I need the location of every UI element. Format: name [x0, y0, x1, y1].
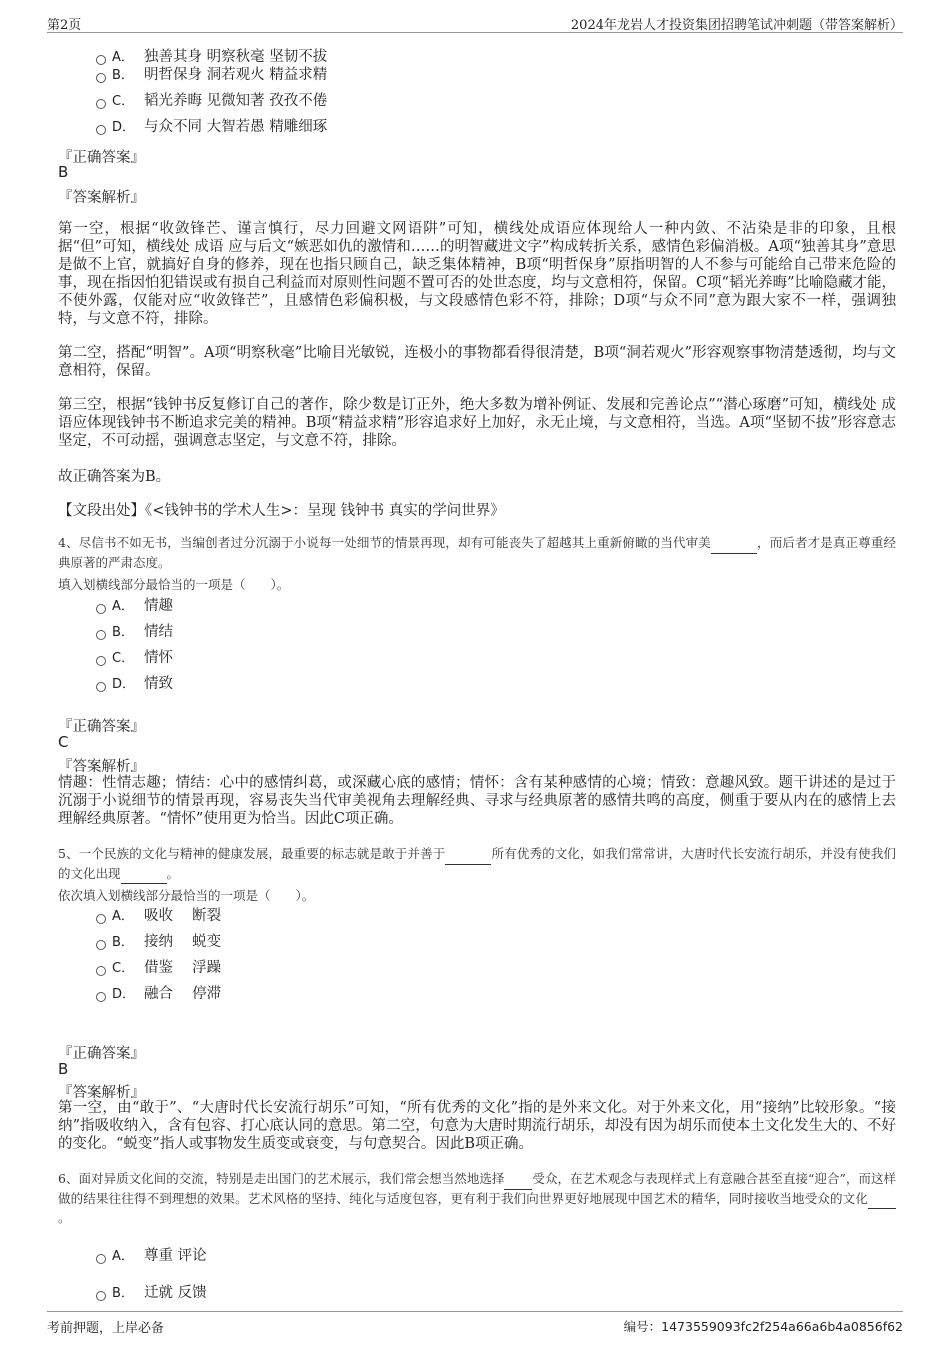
fill-blank	[711, 534, 757, 554]
q3-option-b[interactable]: B． 明哲保身 洞若观火 精益求精	[96, 64, 327, 86]
radio-icon[interactable]	[96, 630, 106, 640]
q6-option-b[interactable]: B． 迁就 反馈	[96, 1282, 207, 1304]
q5-option-a[interactable]: A． 吸收 断裂	[96, 905, 221, 927]
q3-answer-label: 『正确答案』	[58, 150, 145, 166]
radio-icon[interactable]	[96, 656, 106, 666]
fill-blank	[445, 845, 491, 865]
q5-analysis: 第一空，由“敢于”、“大唐时代长安流行胡乐”可知，“所有优秀的文化”指的是外来文化。对于外来文化，用“接纳”比较形象。“接纳”指吸收纳入，含有包容、打心底认同的意思。第二空，句意为大唐时期流行胡乐，却没有因为胡乐而使本土文化发生大的、不好的变化。“蜕变”指人或事物发生质变或衰变，与句意契合。因此B项正确。	[58, 1100, 896, 1152]
fill-blank	[504, 1170, 532, 1190]
q4-option-a[interactable]: A． 情趣	[96, 595, 173, 617]
fill-blank	[868, 1190, 896, 1210]
radio-icon[interactable]	[96, 914, 106, 924]
q3-option-d[interactable]: D． 与众不同 大智若愚 精雕细琢	[96, 116, 327, 138]
q5-option-d[interactable]: D． 融合 停滞	[96, 983, 221, 1005]
radio-icon[interactable]	[96, 992, 106, 1002]
q3-option-c[interactable]: C． 韬光养晦 见微知著 孜孜不倦	[96, 90, 327, 112]
q3-option-a[interactable]: A． 独善其身 明察秋毫 坚韧不拔	[96, 46, 327, 68]
page-footer	[47, 1311, 903, 1334]
q4-option-c[interactable]: C． 情怀	[96, 647, 173, 669]
radio-icon[interactable]	[96, 99, 106, 109]
document-title: 2024年龙岩人才投资集团招聘笔试冲刺题（带答案解析）	[570, 18, 903, 33]
q6-stem: 6、面对异质文化间的交流，特别是走出国门的艺术展示，我们常会想当然地选择 受众，在艺术观念与表现样式上有意融合甚至直接“迎合”，而这样做的结果往往得不到理想的效果。艺术风格的坚持、纯化与适度包容，更有利于我们向世界更好地展现中国艺术的精华，同时接收当地受众的文化 。	[58, 1171, 896, 1225]
radio-icon[interactable]	[96, 682, 106, 692]
radio-icon[interactable]	[96, 940, 106, 950]
q6-option-a[interactable]: A． 尊重 评论	[96, 1245, 207, 1267]
radio-icon[interactable]	[96, 604, 106, 614]
q5-option-c[interactable]: C． 借鉴 浮躁	[96, 957, 221, 979]
q3-analysis-p1: 第一空，根据“收敛锋芒、谨言慎行，尽力回避文网语阱”可知，横线处成语应体现给人一种内敛、不沾染是非的印象，且根据“但”可知，横线处 成语 应与后文“嫉恶如仇的激情和……的明智藏进文字”构成转折关系，感情色彩偏消极。A项“独善其身”意思是做不上官，就搞好自身的修养，现在也指只顾自己，缺乏集体精神，B项“明哲保身”原指明智的人不参与可能给自己带来危险的事，现在指因怕犯错误或有损自己利益而对原则性问题不置可否的处世态度，均与文意相符，保留。C项“韬光养晦”比喻隐藏才能，不使外露，仅能对应“收敛锋芒”，且感情色彩偏积极，与文段感情色彩不符，排除；D项“与众不同”意为跟大家不一样，强调独特，与文意不符，排除。	[58, 221, 896, 327]
q4-analysis-label: 『答案解析』	[58, 759, 145, 775]
q4-stem: 4、尽信书不如无书，当编创者过分沉溺于小说每一处细节的情景再现，却有可能丧失了超越其上重新俯瞰的当代审美 ，而后者才是真正尊重经典原著的严肃态度。	[58, 535, 896, 570]
q4-answer-label: 『正确答案』	[58, 719, 145, 735]
q3-analysis-label: 『答案解析』	[58, 190, 145, 206]
q3-analysis-p3: 第三空，根据“钱钟书反复修订自己的著作，除少数是订正外，绝大多数为增补例证、发展和完善论点”“潜心琢磨”可知，横线处 成语应体现钱钟书不断追求完美的精神。B项“精益求精”形容追求好上加好，永无止境，与文意相符，当选。A项“坚韧不拔”形容意志坚定，不可动摇，强调意志坚定，与文意不符，排除。	[58, 397, 896, 449]
q4-answer: C	[58, 733, 69, 751]
radio-icon[interactable]	[96, 1291, 106, 1301]
document-id: 编号：1473559093fc2f254a66a6b4a0856f62	[623, 1319, 903, 1334]
page-header	[47, 12, 903, 33]
footer-slogan: 考前押题，上岸必备	[47, 1321, 165, 1336]
q4-analysis: 情趣：性情志趣；情结：心中的感情纠葛，或深藏心底的感情；情怀：含有某种感情的心境；情致：意趣风致。题干讲述的是过于沉溺于小说细节的情景再现，容易丧失当代审美视角去理解经典、寻求与经典原著的感情共鸣的高度，侧重于要从内在的感情上去理解经典原著。“情怀”使用更为恰当。因此C项正确。	[58, 775, 896, 827]
radio-icon[interactable]	[96, 1254, 106, 1264]
q4-option-b[interactable]: B． 情结	[96, 621, 173, 643]
q5-answer-label: 『正确答案』	[58, 1046, 145, 1062]
radio-icon[interactable]	[96, 966, 106, 976]
radio-icon[interactable]	[96, 125, 106, 135]
q3-analysis-p2: 第二空，搭配“明智”。A项“明察秋毫”比喻目光敏锐，连极小的事物都看得很清楚，B项“洞若观火”形容观察事物清楚透彻，均与文意相符，保留。	[58, 345, 896, 379]
q5-answer: B	[58, 1060, 69, 1078]
q3-answer: B	[58, 163, 69, 181]
q4-option-d[interactable]: D． 情致	[96, 673, 173, 695]
q5-instruction: 依次填入划横线部分最恰当的一项是（ ）。	[58, 888, 315, 903]
q3-conclusion: 故正确答案为B。	[58, 469, 171, 485]
page-number: 第2页	[47, 18, 82, 33]
q4-instruction: 填入划横线部分最恰当的一项是（ ）。	[58, 577, 290, 592]
q3-source: 【文段出处】《<钱钟书的学术人生>：呈现 钱钟书 真实的学问世界》	[58, 503, 505, 519]
radio-icon[interactable]	[96, 73, 106, 83]
fill-blank	[121, 865, 167, 885]
q5-analysis-label: 『答案解析』	[58, 1085, 145, 1101]
q5-option-b[interactable]: B． 接纳 蜕变	[96, 931, 221, 953]
q5-stem: 5、一个民族的文化与精神的健康发展，最重要的标志就是敢于并善于 所有优秀的文化，如我们常常讲，大唐时代长安流行胡乐，并没有使我们的文化出现 。	[58, 845, 896, 884]
